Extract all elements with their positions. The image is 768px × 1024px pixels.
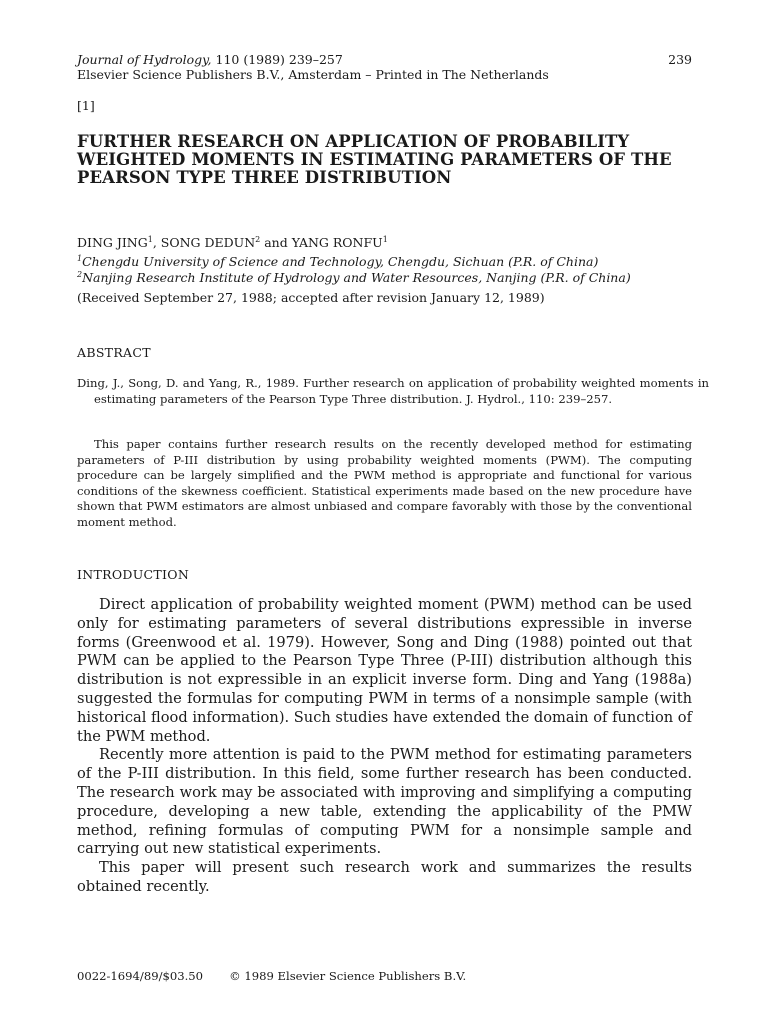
- abstract-citation: Ding, J., Song, D. and Yang, R., 1989. Further research on application of probability weighted moments in estimating parameters of the Pearson Type Three distribution. J. Hydrol., 110: 239–257.: [77, 376, 709, 406]
- introduction-paragraph: Direct application of probability weighted moment (PWM) method can be used only for estimating parameters of several distributions expressible in inverse forms (Greenwood et al. 1979). However, Song and Ding (1988) pointed out that PWM can be applied to the Pearson Type Three (P-III) distribution although this distribution is not expressible in an explicit inverse form. Ding and Yang (1988a) suggested the formulas for computing PWM in terms of a nonsimple sample (with historical flood information). Such studies have extended the domain of function of the PWM method.: [77, 596, 692, 745]
- received-dates: (Received September 27, 1988; accepted after revision January 12, 1989): [77, 290, 545, 305]
- journal-name: Journal of Hydrology,: [77, 52, 212, 67]
- publisher-line: Elsevier Science Publishers B.V., Amsterdam – Printed in The Netherlands: [77, 67, 549, 82]
- copyright-notice: © 1989 Elsevier Science Publishers B.V.: [229, 969, 467, 983]
- introduction-paragraph: Recently more attention is paid to the PWM method for estimating parameters of the P-III distribution. In this field, some further research has been conducted. The research work may be associated with improving and simplifying a computing procedure, developing a new table, extending the applicability of the PMW method, refining formulas of computing PWM for a nonsimple sample and carrying out new statistical experiments.: [77, 746, 692, 858]
- paper-title: FURTHER RESEARCH ON APPLICATION OF PROBABILITY WEIGHTED MOMENTS IN ESTIMATING PARAMETERS OF THE PEARSON TYPE THREE DISTRIBUTION: [77, 132, 672, 187]
- author-separator: and: [260, 235, 292, 251]
- author-separator: ,: [152, 235, 161, 251]
- author-name: SONG DEDUN: [160, 235, 256, 251]
- introduction-paragraph: This paper will present such research work and summarizes the results obtained recently.: [77, 859, 692, 895]
- author-list: [77, 232, 388, 251]
- author-name: DING JING: [77, 235, 148, 251]
- affiliation-text: Nanjing Research Institute of Hydrology and Water Resources, Nanjing (P.R. of China): [82, 270, 631, 286]
- issn-price-code: 0022-1694/89/$03.50: [77, 969, 204, 983]
- affiliation-mark: 2: [77, 270, 83, 279]
- introduction-body: [77, 596, 692, 897]
- affiliation-2: [77, 267, 631, 286]
- page-number: 239: [668, 52, 692, 67]
- reference-tag: [1]: [77, 98, 95, 113]
- abstract-heading: ABSTRACT: [77, 345, 151, 360]
- journal-citation-line: [77, 52, 343, 68]
- introduction-heading: INTRODUCTION: [77, 567, 190, 582]
- author-affiliation-mark: 1: [382, 235, 388, 244]
- page-footer: [77, 969, 466, 984]
- abstract-body: This paper contains further research results on the recently developed method for estimating parameters of P-III distribution by using probability weighted moments (PWM). The computing procedure can be largely simplified and the PWM method is appropriate and functional for various conditions of the skewness coefficient. Statistical experiments made based on the new procedure have shown that PWM estimators are almost unbiased and compare favorably with those by the conventional moment method.: [77, 437, 692, 529]
- author-affiliation-mark: 1: [147, 235, 153, 244]
- affiliation-text: Chengdu University of Science and Technology, Chengdu, Sichuan (P.R. of China): [82, 254, 599, 270]
- author-name: YANG RONFU: [291, 235, 383, 251]
- journal-volume-pages: 110 (1989) 239–257: [211, 52, 343, 67]
- affiliation-mark: 1: [77, 254, 83, 263]
- author-affiliation-mark: 2: [255, 235, 261, 244]
